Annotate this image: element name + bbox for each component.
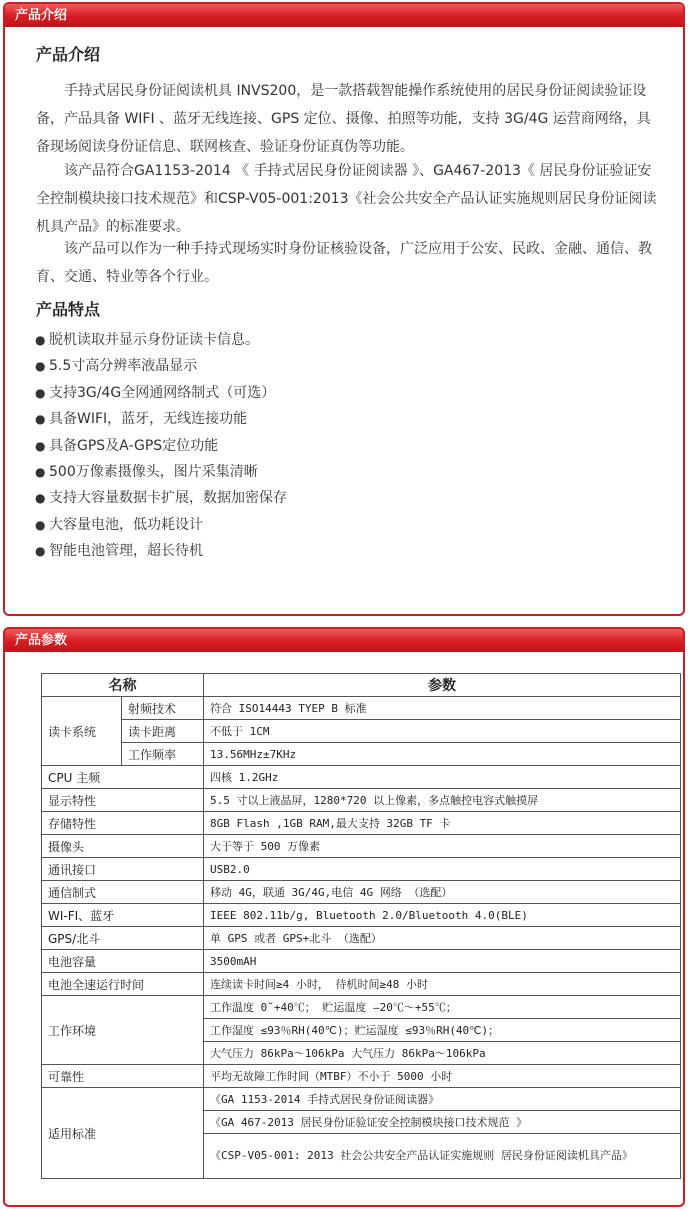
bullet-icon: ●	[35, 412, 46, 427]
bullet-icon: ●	[35, 491, 46, 506]
features-title: 产品特点	[36, 300, 101, 319]
feature-item: ● 支持大容量数据卡扩展，数据加密保存	[35, 485, 287, 511]
row-value: 大气压力 86kPa～106kPa 大气压力 86kPa～106kPa	[204, 1042, 681, 1065]
table-row	[42, 766, 681, 789]
features-list	[35, 327, 287, 565]
table-row	[42, 996, 681, 1019]
row-value: 5.5 寸以上液晶屏，1280*720 以上像素，多点触控电容式触摸屏	[204, 789, 681, 812]
row-value: 单 GPS 或者 GPS+北斗 （选配）	[204, 927, 681, 950]
table-row	[42, 927, 681, 950]
bullet-icon: ●	[35, 517, 46, 532]
row-value: 《GA 1153-2014 手持式居民身份证阅读器》	[204, 1088, 681, 1111]
row-value: 不低于 1CM	[204, 720, 681, 743]
row-value: IEEE 802.11b/g, Bluetooth 2.0/Bluetooth 4.0(BLE)	[204, 904, 681, 927]
row-value: 平均无故障工作时间（MTBF）不小于 5000 小时	[204, 1065, 681, 1088]
intro-section-title: 产品介绍	[36, 45, 101, 64]
bullet-icon: ●	[35, 333, 46, 347]
table-row	[42, 789, 681, 812]
table-row	[42, 1088, 681, 1111]
intro-panel	[3, 2, 685, 616]
row-value: 工作湿度 ≤93％RH(40℃)；贮运湿度 ≤93％RH(40℃)；	[204, 1019, 681, 1042]
intro-paragraph-2: 该产品符合GA1153-2014 《 手持式居民身份证阅读器 》、GA467-2013《 居民身份证验证安全控制模块接口技术规范》和CSP-V05-001:2013《社会公共安全产品认证实施规则居民身份证阅读机具产品》的标准要求。	[36, 163, 657, 235]
row-name: 电池容量	[42, 950, 204, 973]
row-name: CPU 主频	[42, 766, 204, 789]
row-value: 工作温度 0˜+40℃； 贮运温度 –20℃～+55℃；	[204, 996, 681, 1019]
row-value: USB2.0	[204, 858, 681, 881]
row-value: 符合 ISO14443 TYEP B 标准	[204, 697, 681, 720]
table-row	[42, 1065, 681, 1088]
bullet-icon: ●	[35, 385, 46, 400]
row-value: 《GA 467-2013 居民身份证验证安全控制模块接口技术规范 》	[204, 1111, 681, 1134]
feature-item: ● 脱机读取并显示身份证读卡信息。	[35, 327, 287, 353]
row-name: 显示特性	[42, 789, 204, 812]
table-header-row	[42, 674, 681, 697]
feature-item: ● 支持3G/4G全网通网络制式（可选）	[35, 380, 287, 406]
row-value: 大于等于 500 万像素	[204, 835, 681, 858]
row-name: 可靠性	[42, 1065, 204, 1088]
row-subname: 读卡距离	[122, 720, 204, 743]
table-row	[42, 950, 681, 973]
feature-item: ● 具备GPS及A-GPS定位功能	[35, 433, 287, 459]
table-row	[42, 904, 681, 927]
feature-item: ● 具备WIFI，蓝牙，无线连接功能	[35, 406, 287, 432]
row-subname: 射频技术	[122, 697, 204, 720]
params-panel-header: 产品参数	[5, 629, 683, 652]
table-row	[42, 812, 681, 835]
intro-panel-header: 产品介绍	[5, 4, 683, 27]
card-group-label: 读卡系统	[42, 697, 122, 766]
table-row	[42, 973, 681, 996]
table-row	[42, 881, 681, 904]
row-value: 3500mAH	[204, 950, 681, 973]
params-panel	[3, 627, 685, 1207]
std-label: 适用标准	[42, 1088, 204, 1179]
row-value: 移动 4G，联通 3G/4G,电信 4G 网络 （选配）	[204, 881, 681, 904]
table-row	[42, 697, 681, 720]
feature-item: ● 智能电池管理，超长待机	[35, 538, 287, 564]
row-value: 《CSP-V05-001: 2013 社会公共安全产品认证实施规则 居民身份证阅读机具产品》	[204, 1134, 681, 1179]
row-subname: 工作频率	[122, 743, 204, 766]
table-row	[42, 720, 681, 743]
bullet-icon: ●	[35, 464, 46, 479]
feature-item: ● 5.5寸高分辨率液晶显示	[35, 353, 287, 379]
row-name: WI-FI、蓝牙	[42, 904, 204, 927]
env-label: 工作环境	[42, 996, 204, 1065]
row-value: 四核 1.2GHz	[204, 766, 681, 789]
col-param-header: 参数	[204, 674, 681, 697]
row-name: 电池全速运行时间	[42, 973, 204, 996]
row-name: GPS/北斗	[42, 927, 204, 950]
row-name: 存储特性	[42, 812, 204, 835]
table-row	[42, 835, 681, 858]
row-name: 摄像头	[42, 835, 204, 858]
row-name: 通讯接口	[42, 858, 204, 881]
row-name: 通信制式	[42, 881, 204, 904]
bullet-icon: ●	[35, 438, 46, 453]
feature-item: ● 500万像素摄像头，图片采集清晰	[35, 459, 287, 485]
table-row	[42, 743, 681, 766]
intro-paragraph-3: 该产品可以作为一种手持式现场实时身份证核验设备，广泛应用于公安、民政、金融、通信、教育、交通、特业等各个行业。	[36, 241, 652, 285]
row-value: 连续读卡时间≥4 小时， 待机时间≥48 小时	[204, 973, 681, 996]
params-table	[41, 673, 681, 1179]
feature-item: ● 大容量电池，低功耗设计	[35, 512, 287, 538]
row-value: 8GB Flash ,1GB RAM,最大支持 32GB TF 卡	[204, 812, 681, 835]
col-name-header: 名称	[42, 674, 204, 697]
bullet-icon: ●	[35, 544, 46, 559]
bullet-icon: ●	[35, 359, 46, 374]
intro-paragraph-1: 手持式居民身份证阅读机具 INVS200，是一款搭载智能操作系统使用的居民身份证阅读验证设备，产品具备 WIFI 、蓝牙无线连接、GPS 定位、摄像、拍照等功能，支持 3G/4G 运营商网络，具备现场阅读身份证信息、联网核查、验证身份证真伪等功能。	[36, 83, 651, 155]
row-value: 13.56MHz±7KHz	[204, 743, 681, 766]
table-row	[42, 858, 681, 881]
